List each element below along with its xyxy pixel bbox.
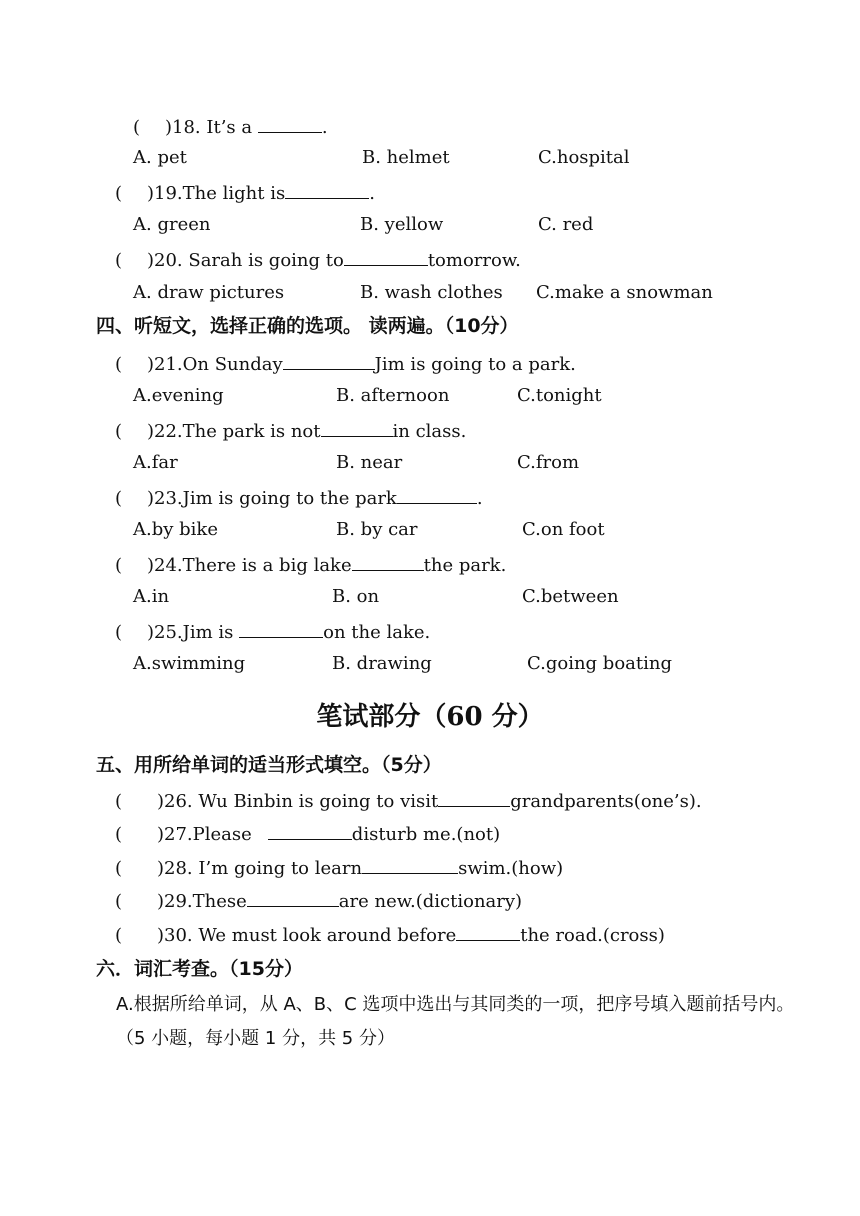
section-6-instruction: A.根据所给单词，从 A、B、C 选项中选出与其同类的一项，把序号填入题前括号内。（5 小题，每小题 1 分，共 5 分） bbox=[116, 994, 795, 1049]
question-text-after: are new.(dictionary) bbox=[338, 891, 523, 912]
option-b: B. wash clothes bbox=[360, 282, 503, 303]
question-text: )19.The light is bbox=[147, 183, 286, 204]
question-text: )22.The park is not bbox=[147, 421, 321, 442]
question-text: )20. Sarah is going to bbox=[147, 250, 344, 271]
question-text-after: on the lake. bbox=[323, 622, 431, 643]
answer-blank[interactable] bbox=[258, 114, 322, 133]
answer-blank[interactable] bbox=[344, 247, 428, 266]
option-b: B. on bbox=[332, 586, 380, 607]
answer-paren: ( bbox=[115, 791, 123, 812]
question-28 bbox=[115, 855, 563, 881]
question-24 bbox=[115, 552, 506, 578]
answer-paren: ( bbox=[115, 250, 123, 271]
answer-paren: ( bbox=[115, 183, 123, 204]
question-29 bbox=[115, 888, 522, 914]
question-text: )28. I’m going to learn bbox=[157, 858, 363, 879]
question-text-after: Jim is going to a park. bbox=[374, 354, 576, 375]
option-c: C.between bbox=[522, 586, 619, 607]
answer-blank[interactable] bbox=[362, 855, 458, 874]
question-text-after: tomorrow. bbox=[427, 250, 521, 271]
answer-blank[interactable] bbox=[268, 821, 352, 840]
answer-blank[interactable] bbox=[456, 922, 520, 941]
option-c: C.on foot bbox=[522, 519, 605, 540]
question-text-after: in class. bbox=[392, 421, 467, 442]
option-b: B. near bbox=[336, 452, 403, 473]
question-text: )24.There is a big lake bbox=[147, 555, 352, 576]
option-b: B. afternoon bbox=[336, 385, 450, 406]
answer-paren: ( bbox=[115, 555, 123, 576]
question-text: )25.Jim is bbox=[147, 622, 240, 643]
section-4-title: 四、听短文，选择正确的选项。 读两遍。（10分） bbox=[96, 315, 519, 337]
option-a: A.in bbox=[133, 586, 170, 607]
question-21 bbox=[115, 351, 576, 377]
option-a: A. draw pictures bbox=[133, 282, 285, 303]
option-b: B. yellow bbox=[360, 214, 444, 235]
question-text-after: disturb me.(not) bbox=[351, 824, 501, 845]
question-text: )29.These bbox=[157, 891, 247, 912]
option-c: C.from bbox=[517, 452, 580, 473]
question-text-after: . bbox=[369, 183, 375, 204]
answer-paren: ( bbox=[115, 925, 123, 946]
question-text: )26. Wu Binbin is going to visit bbox=[157, 791, 439, 812]
answer-blank[interactable] bbox=[283, 351, 375, 370]
question-30 bbox=[115, 922, 665, 948]
answer-blank[interactable] bbox=[239, 619, 323, 638]
option-c: C.tonight bbox=[517, 385, 602, 406]
question-20 bbox=[115, 247, 521, 273]
section-6-title: 六．词汇考查。（15分） bbox=[96, 958, 303, 980]
option-b: B. helmet bbox=[362, 147, 450, 168]
question-25 bbox=[115, 619, 430, 645]
option-c: C. red bbox=[538, 214, 594, 235]
question-text-after: grandparents(one’s). bbox=[510, 791, 702, 812]
answer-blank[interactable] bbox=[352, 552, 424, 571]
answer-blank[interactable] bbox=[438, 788, 510, 807]
option-a: A. green bbox=[133, 214, 211, 235]
question-text-after: swim.(how) bbox=[458, 858, 564, 879]
question-19 bbox=[115, 180, 375, 206]
option-a: A.far bbox=[133, 452, 178, 473]
option-a: A.by bike bbox=[133, 519, 218, 540]
question-text-after: the road.(cross) bbox=[520, 925, 665, 946]
question-text: )30. We must look around before bbox=[157, 925, 457, 946]
answer-paren: ( bbox=[115, 858, 123, 879]
option-c: C.make a snowman bbox=[536, 282, 713, 303]
option-a: A.evening bbox=[133, 385, 224, 406]
answer-paren: ( bbox=[133, 117, 141, 138]
section-5-title: 五、用所给单词的适当形式填空。（5分） bbox=[96, 754, 442, 776]
option-a: A.swimming bbox=[133, 653, 246, 674]
option-b: B. drawing bbox=[332, 653, 432, 674]
question-27 bbox=[115, 821, 500, 847]
answer-paren: ( bbox=[115, 488, 123, 509]
question-text: )18. It’s a bbox=[165, 117, 258, 138]
written-part-title: 笔试部分（60 分） bbox=[316, 702, 544, 732]
answer-paren: ( bbox=[115, 824, 123, 845]
answer-blank[interactable] bbox=[247, 888, 339, 907]
option-b: B. by car bbox=[336, 519, 418, 540]
question-23 bbox=[115, 485, 483, 511]
option-c: C.hospital bbox=[538, 147, 630, 168]
question-26 bbox=[115, 788, 702, 814]
option-c: C.going boating bbox=[527, 653, 673, 674]
question-text-after: . bbox=[321, 117, 328, 138]
option-a: A. pet bbox=[133, 147, 187, 168]
answer-blank[interactable] bbox=[285, 180, 369, 199]
answer-paren: ( bbox=[115, 354, 123, 375]
answer-blank[interactable] bbox=[321, 418, 393, 437]
answer-paren: ( bbox=[115, 421, 123, 442]
question-text: )21.On Sunday bbox=[147, 354, 283, 375]
answer-paren: ( bbox=[115, 891, 123, 912]
question-22 bbox=[115, 418, 466, 444]
question-text-after: the park. bbox=[423, 555, 507, 576]
question-18 bbox=[133, 114, 328, 140]
answer-paren: ( bbox=[115, 622, 123, 643]
answer-blank[interactable] bbox=[397, 485, 477, 504]
question-text: )23.Jim is going to the park bbox=[147, 488, 397, 509]
question-text: )27.Please bbox=[157, 824, 252, 845]
question-text-after: . bbox=[476, 488, 483, 509]
